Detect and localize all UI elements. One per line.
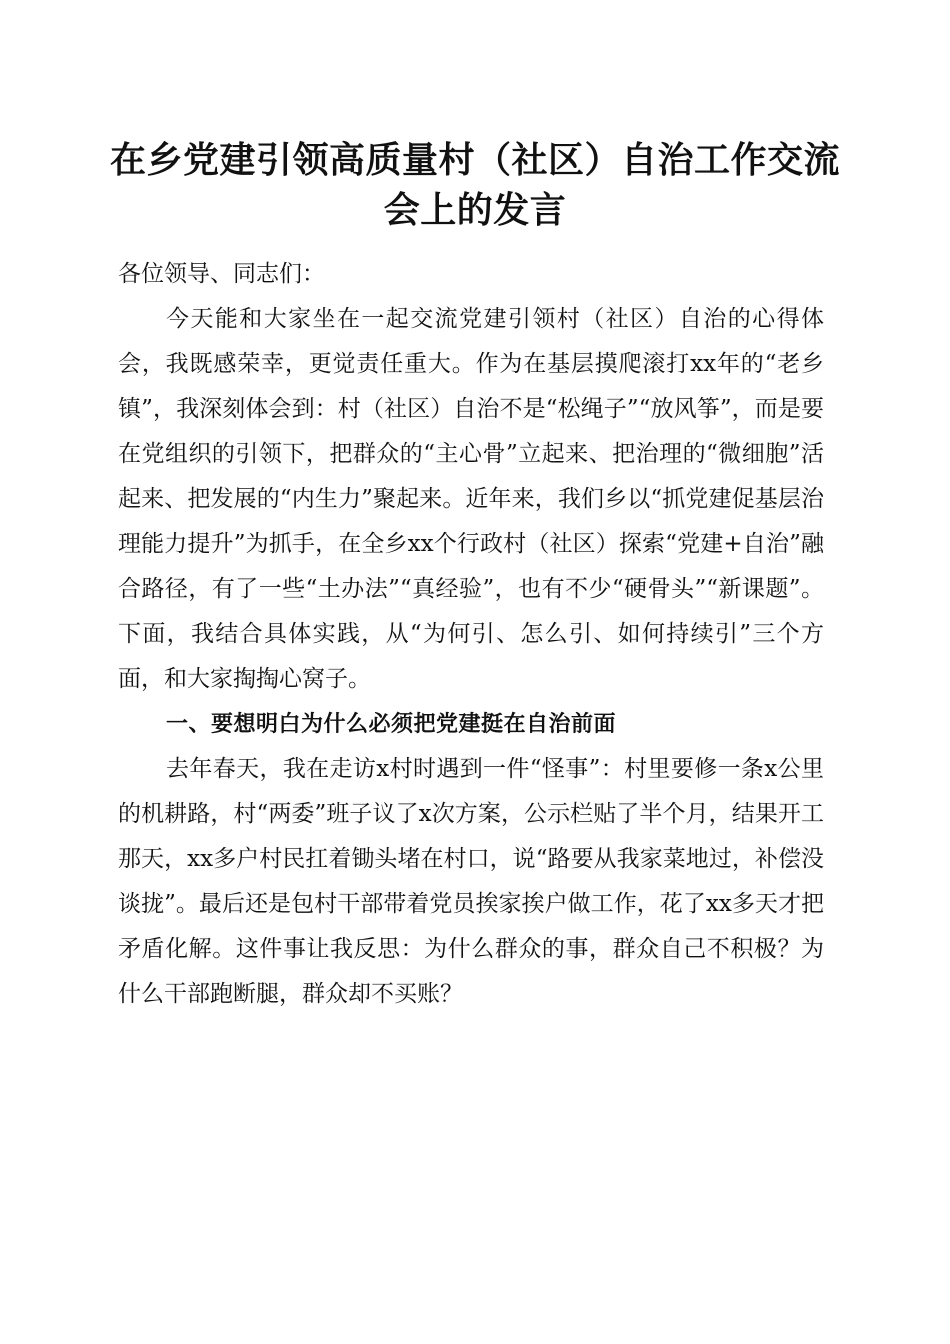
section-1-paragraph: 去年春天，我在走访x村时遇到一件“怪事”：村里要修一条x公里的机耕路，村“两委”班子议了x次方案，公示栏贴了半个月，结果开工那天，xx多户村民扛着锄头堵在村口，说“路要从我家菜地过，补偿没谈拢”。最后还是包村干部带着党员挨家挨户做工作，花了xx多天才把矛盾化解。这件事让我反思：为什么群众的事，群众自己不积极？为什么干部跑断腿，群众却不买账？ [118, 756, 824, 1007]
intro-paragraph: 今天能和大家坐在一起交流党建引领村（社区）自治的心得体会，我既感荣幸，更觉责任重大。作为在基层摸爬滚打xx年的“老乡镇”，我深刻体会到：村（社区）自治不是“松绳子”“放风筝”，而是要在党组织的引领下，把群众的“主心骨”立起来、把治理的“微细胞”活起来、把发展的“内生力”聚起来。近年来，我们乡以“抓党建促基层治理能力提升”为抓手，在全乡xx个行政村（社区）探索“党建+自治”融合路径，有了一些“土办法”“真经验”，也有不少“硬骨头”“新课题”。下面，我结合具体实践，从“为何引、怎么引、如何持续引”三个方面，和大家掏掏心窝子。 [118, 306, 824, 692]
salutation: 各位领导、同志们： [118, 261, 325, 287]
document-body [118, 252, 824, 1017]
document-title: 在乡党建引领高质量村（社区）自治工作交流会上的发言 [110, 139, 841, 231]
section-heading-1: 一、要想明白为什么必须把党建挺在自治前面 [166, 712, 617, 737]
